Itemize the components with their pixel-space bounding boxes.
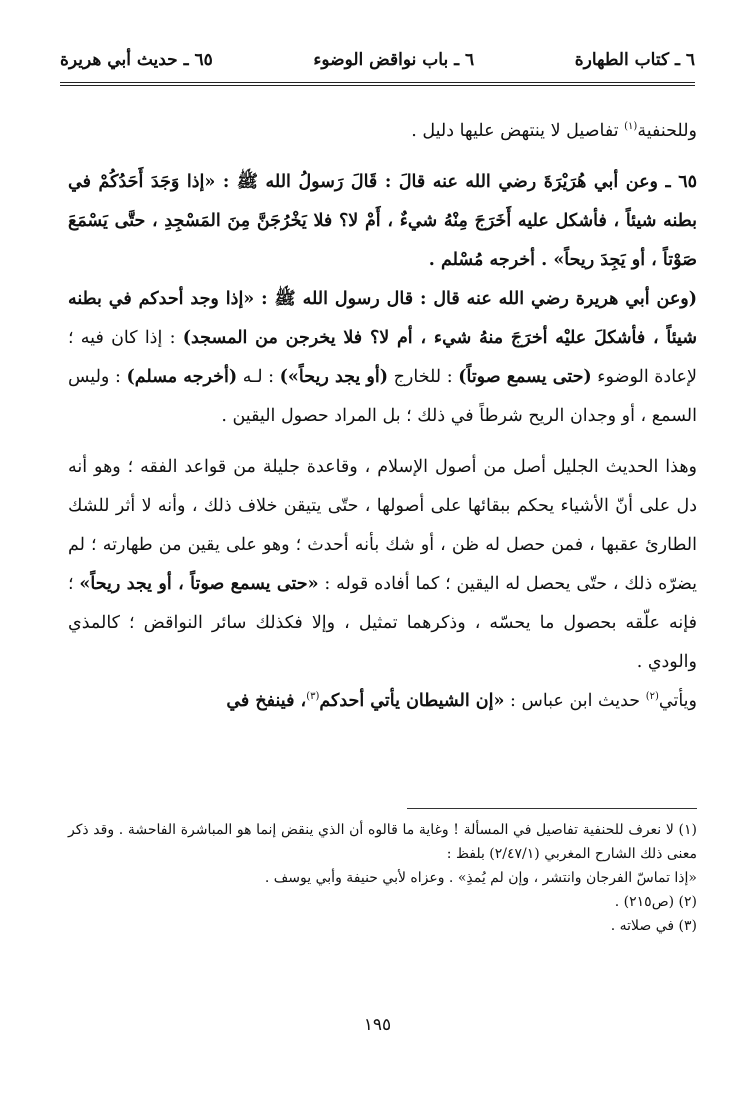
footnote: (٢) (ص٢١٥) . xyxy=(614,894,697,910)
paragraph xyxy=(68,682,697,721)
hadith-text: «إن الشيطان يأتي أحدكم xyxy=(319,691,505,711)
commentary-text: ؛ فإنه علّقه بحصول ما يحسّه ، وذكرهما تمثيل ، وإلا فكذلك سائر النواقض ؛ كالمذي والودي . xyxy=(68,574,697,672)
commentary-text: وهذا الحديث الجليل أصل من أصول الإسلام ، وقاعدة جليلة من قواعد الفقه ؛ وهو أنه دل على أنّ الأشياء يحكم ببقائها على أصولها ، حتّى يتيقن خلاف ذلك ، وأنه لا أثر للشك الطارئ عقبها ، فمن حصل له ظن ، أو شك بأنه أحدث ؛ وهو على يقين من طهارته ؛ لم يضرّه ذلك ، حتّى يحصل له اليقين ؛ كما أفاده قوله : xyxy=(68,457,697,594)
main-text xyxy=(68,112,697,721)
running-header xyxy=(60,40,695,80)
commentary-text: تفاصيل لا ينتهض عليها دليل . xyxy=(411,121,625,141)
header-hadith-title: ٦٥ ـ حديث أبي هريرة xyxy=(60,50,213,70)
commentary-text: : وليس السمع ، أو وجدان الريح شرطاً في ذلك ؛ بل المراد حصول اليقين . xyxy=(68,367,697,426)
hadith-text: (حتى يسمع صوتاً) xyxy=(458,367,592,387)
commentary-text: حديث ابن عباس : xyxy=(504,691,646,711)
header-book-title: ٦ ـ كتاب الطهارة xyxy=(574,50,695,70)
paragraph xyxy=(68,280,697,436)
paragraph xyxy=(68,163,697,280)
hadith-text: «حتى يسمع صوتاً ، أو يجد ريحاً» xyxy=(79,574,319,594)
commentary-text: : لـه xyxy=(237,367,280,387)
commentary-text: وللحنفية xyxy=(637,121,697,141)
footnote-divider xyxy=(407,808,697,809)
footnote: (٣) في صلاته . xyxy=(610,918,697,934)
paragraph xyxy=(68,448,697,682)
hadith-text: ، فينفخ في xyxy=(226,691,307,711)
commentary-text: : للخارج xyxy=(388,367,459,387)
footnotes xyxy=(68,818,697,938)
hadith-text: ٦٥ ـ وعن أبي هُرَيْرَةَ رضي الله عنه قالَ : قَالَ رَسولُ الله ﷺ : «إذا وَجَدَ أَحَدُكُمْ في بطنه شيئاً ، فأشكل عليه أَخَرَجَ مِنْهُ شيءٌ ، أَمْ لا؟ فلا يَخْرُجَنَّ مِنَ المَسْجِدِ ، حتَّى يَسْمَعَ صَوْتاً ، أو يَجِدَ ريحاً» . أخرجه مُسْلم . xyxy=(68,172,697,270)
page-number: ١٩٥ xyxy=(363,1015,392,1035)
commentary-text: ويأتي xyxy=(658,691,697,711)
paragraph xyxy=(68,112,697,151)
footnote-marker: (١) xyxy=(624,121,638,133)
footnote-marker: (٣) xyxy=(306,691,320,703)
header-chapter-title: ٦ ـ باب نواقض الوضوء xyxy=(313,50,475,70)
hadith-text: (أخرجه مسلم) xyxy=(126,367,238,387)
header-divider xyxy=(60,82,695,86)
hadith-text: (وعن أبي هريرة رضي الله عنه قال : قال رسول الله ﷺ : «إذا وجد أحدكم في بطنه شيئاً ، فأشكلَ عليْه أخرَجَ منهُ شيء ، أم لا؟ فلا يخرجن من المسجد) xyxy=(68,289,697,348)
footnote: (١) لا نعرف للحنفية تفاصيل في المسألة ! وغاية ما قالوه أن الذي ينقض إنما هو المباشرة الفاحشة . وقد ذكر معنى ذلك الشارح المغربي (٢/٤٧/١) بلفظ : xyxy=(68,822,697,862)
hadith-text: (أو يجد ريحاً») xyxy=(279,367,389,387)
footnote: «إذا تماسّ الفرجان وانتشر ، وإن لم يُمذِ» . وعزاه لأبي حنيفة وأبي يوسف . xyxy=(264,870,697,886)
commentary-text: : إذا كان فيه ؛ لإعادة الوضوء xyxy=(68,328,697,387)
footnote-marker: (٢) xyxy=(645,691,659,703)
